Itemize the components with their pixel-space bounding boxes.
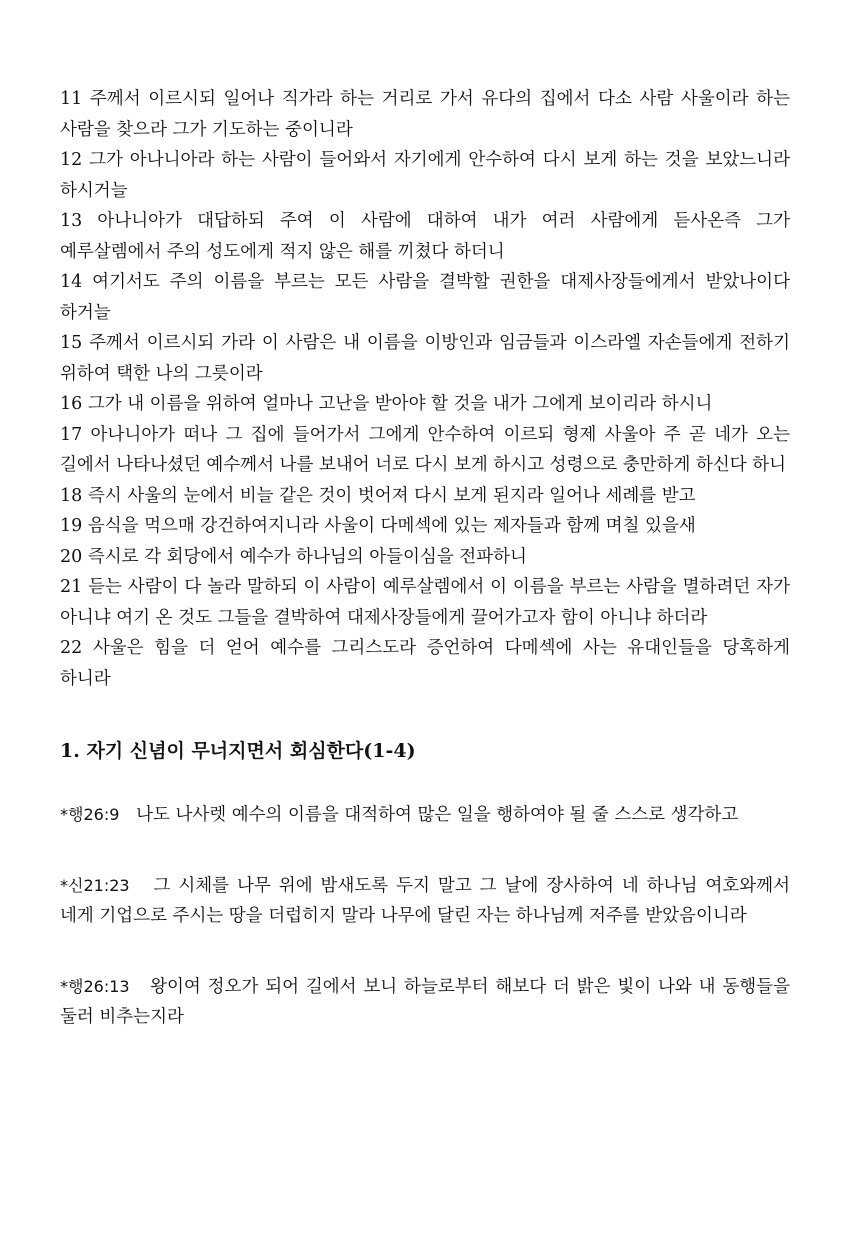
verse-11: 11 주께서 이르시되 일어나 직가라 하는 거리로 가서 유다의 집에서 다소 사람 사울이라 하는 사람을 찾으라 그가 기도하는 중이니라 (60, 89, 790, 140)
reference-text: 나도 나사렛 예수의 이름을 대적하여 많은 일을 행하여야 될 줄 스스로 생각하고 (136, 805, 739, 825)
verse-19: 19 음식을 먹으매 강건하여지니라 사울이 다메섹에 있는 제자들과 함께 며칠 있을새 (60, 516, 696, 536)
reference-acts-26-9 (60, 800, 790, 831)
verse-21: 21 듣는 사람이 다 놀라 말하되 이 사람이 예루살렘에서 이 이름을 부르는 사람을 멸하려던 자가 아니냐 여기 온 것도 그들을 결박하여 대제사장들에게 끌어가고자 함이 아니냐 하더라 (60, 577, 790, 628)
reference-text: 그 시체를 나무 위에 밤새도록 두지 말고 그 날에 장사하여 네 하나님 여호와께서 네게 기업으로 주시는 땅을 더럽히지 말라 나무에 달린 자는 하나님께 저주를 받았음이니라 (60, 875, 790, 926)
reference-deut-21-23 (60, 871, 790, 932)
verse-17: 17 아나니아가 떠나 그 집에 들어가서 그에게 안수하여 이르되 형제 사울아 주 곧 네가 오는 길에서 나타나셨던 예수께서 나를 보내어 너로 다시 보게 하시고 성령으로 충만하게 하신다 하니 (60, 424, 790, 475)
section-heading: 1. 자기 신념이 무너지면서 회심한다(1-4) (60, 740, 416, 762)
reference-acts-26-13 (60, 972, 790, 1033)
verse-20: 20 즉시로 각 회당에서 예수가 하나님의 아들이심을 전파하니 (60, 546, 527, 567)
verse-14: 14 여기서도 주의 이름을 부르는 모든 사람을 결박할 권한을 대제사장들에게서 받았나이다 하거늘 (60, 272, 790, 323)
verse-16: 16 그가 내 이름을 위하여 얼마나 고난을 받아야 할 것을 내가 그에게 보이리라 하시니 (60, 394, 713, 414)
verse-12: 12 그가 아나니아라 하는 사람이 들어와서 자기에게 안수하여 다시 보게 하는 것을 보았느니라 하시거늘 (60, 150, 790, 201)
verse-13: 13 아나니아가 대답하되 주여 이 사람에 대하여 내가 여러 사람에게 듣사온즉 그가 예루살렘에서 주의 성도에게 적지 않은 해를 끼쳤다 하더니 (60, 211, 790, 262)
reference-text: 왕이여 정오가 되어 길에서 보니 하늘로부터 해보다 더 밝은 빛이 나와 내 동행들을 둘러 비추는지라 (60, 976, 790, 1027)
reference-label: *행26:13 (60, 976, 130, 996)
reference-label: *신21:23 (60, 875, 130, 895)
verse-list (60, 84, 790, 694)
document-page (60, 84, 790, 1033)
verse-22: 22 사울은 힘을 더 얻어 예수를 그리스도라 증언하여 다메섹에 사는 유대인들을 당혹하게 하니라 (60, 638, 790, 689)
verse-18: 18 즉시 사울의 눈에서 비늘 같은 것이 벗어져 다시 보게 된지라 일어나 세례를 받고 (60, 485, 696, 506)
verse-15: 15 주께서 이르시되 가라 이 사람은 내 이름을 이방인과 임금들과 이스라엘 자손들에게 전하기 위하여 택한 나의 그릇이라 (60, 333, 790, 384)
reference-label: *행26:9 (60, 805, 120, 824)
